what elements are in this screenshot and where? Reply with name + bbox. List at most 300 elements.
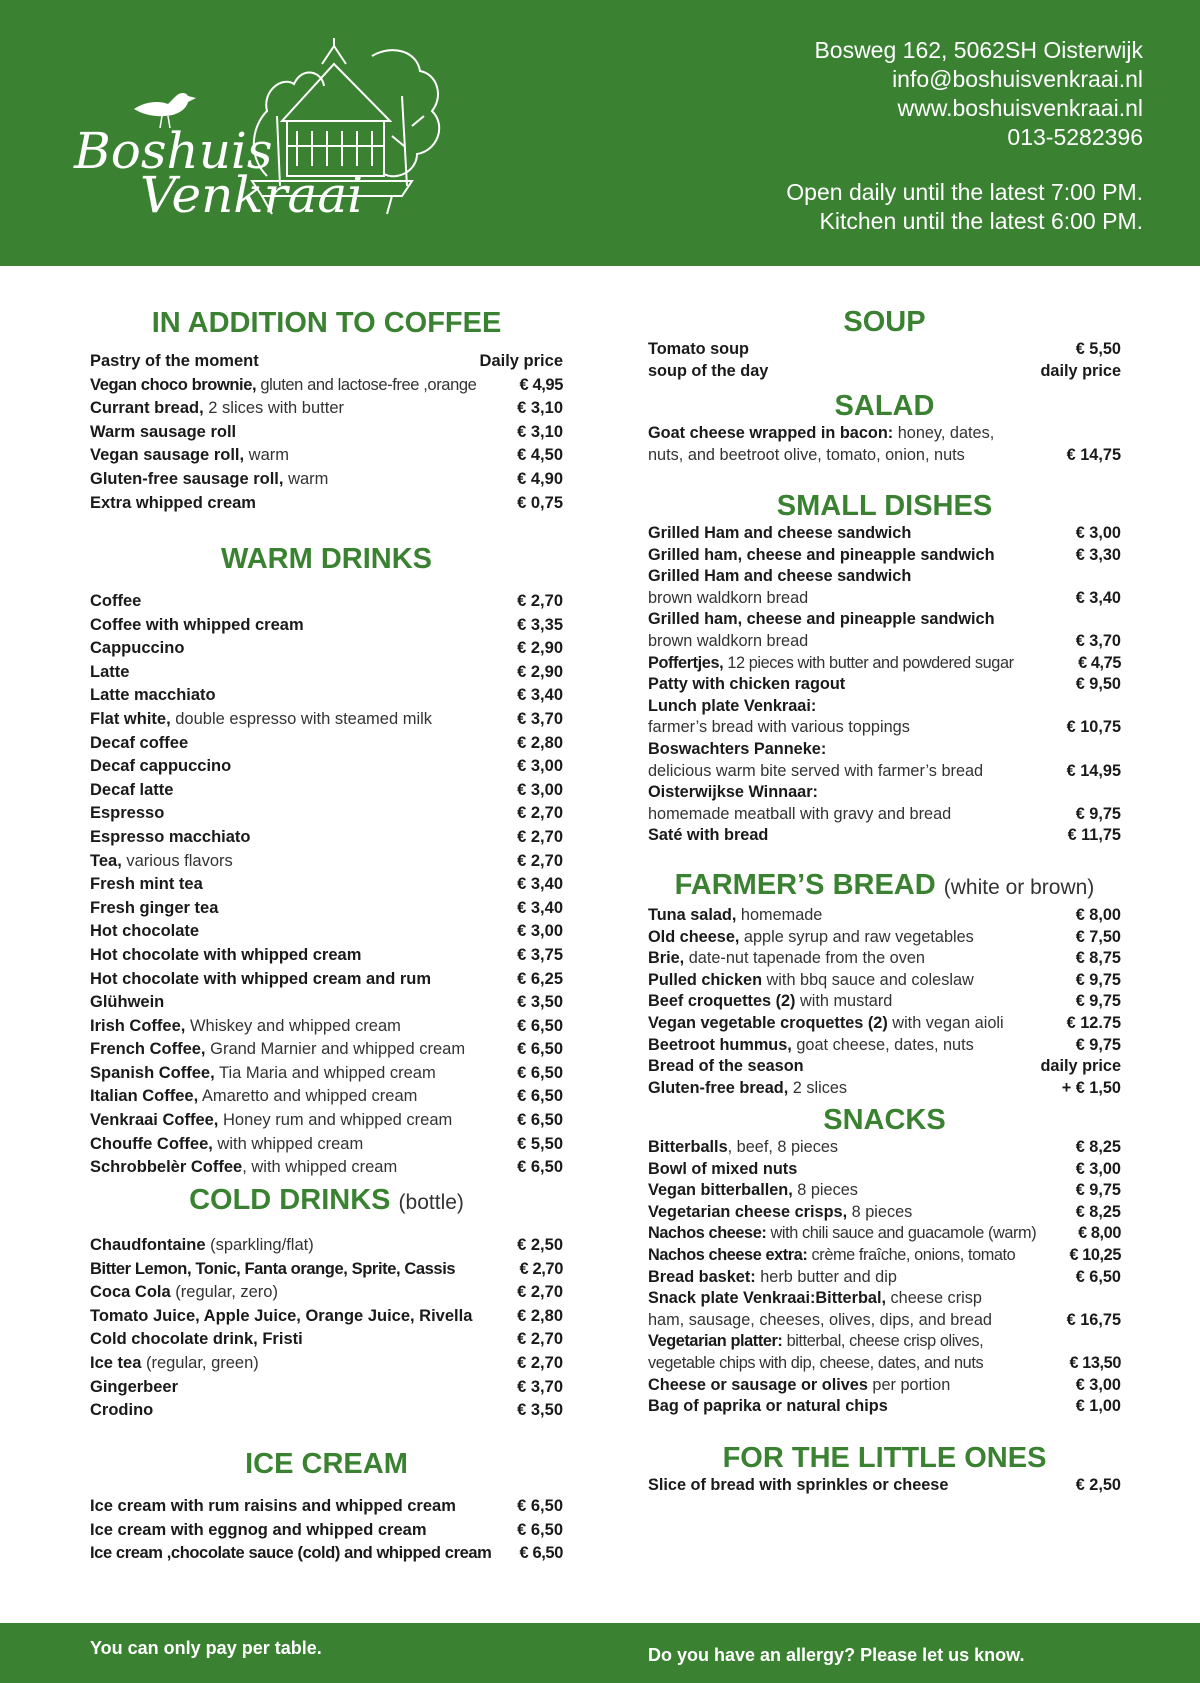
menu-item (90, 1495, 563, 1519)
menu-item-name (90, 1352, 259, 1376)
menu-item (648, 1353, 1121, 1375)
menu-item-description: with bbq sauce and coleslaw (762, 970, 974, 989)
menu-item-description: , beef, 8 pieces (727, 1138, 839, 1156)
menu-item-price: € 2,50 (517, 1236, 563, 1254)
menu-item-price: € 11,75 (1067, 826, 1121, 845)
menu-item-title: Saté with bread (648, 826, 769, 845)
menu-item-price: € 2,70 (517, 804, 563, 823)
footer-banner (0, 1623, 1200, 1683)
menu-item-title: Bag of paprika or natural chips (648, 1397, 888, 1416)
menu-item-title: Decaf cappuccino (90, 757, 232, 776)
menu-item-name (90, 779, 173, 803)
menu-item-price: € 14,95 (1066, 761, 1121, 780)
menu-item (648, 1310, 1121, 1332)
menu-item-name (648, 1180, 858, 1202)
menu-item-name (648, 1396, 888, 1418)
menu-item-price: € 3,00 (517, 757, 563, 776)
menu-item-price: € 3,30 (1075, 545, 1121, 564)
menu-item (648, 1035, 1121, 1057)
menu-item-description: 8 pieces (847, 1202, 913, 1221)
menu-item-title: Oisterwijkse Winnaar: (648, 783, 818, 802)
menu-item-name (648, 423, 994, 445)
menu-item-price: € 8,00 (1078, 1224, 1121, 1243)
allergy-note: Do you have an allergy? Please let us know. (648, 1645, 1025, 1665)
menu-item-price: € 6,50 (517, 1158, 563, 1177)
menu-item-description: goat cheese, dates, nuts (791, 1035, 974, 1054)
menu-item-title: Espresso macchiato (90, 827, 251, 846)
menu-item-price: € 2,80 (517, 1306, 563, 1325)
menu-item-title: Tomato soup (648, 340, 749, 358)
menu-item-title: Ice tea (90, 1353, 142, 1372)
menu-item-price: € 9,75 (1075, 970, 1121, 989)
menu-item-price: € 6,50 (517, 1520, 563, 1539)
menu-item-name (648, 545, 995, 567)
menu-item-price: € 2,70 (517, 1330, 563, 1349)
menu-item (648, 1056, 1121, 1078)
menu-item-price: € 6,50 (1075, 1267, 1121, 1286)
menu-item-price: € 8,00 (1075, 906, 1121, 924)
menu-item-description: cheese crisp (886, 1289, 982, 1308)
menu-item-price: € 3,50 (517, 993, 563, 1012)
menu-item (90, 968, 563, 992)
menu-item-title: Espresso (90, 804, 165, 823)
menu-item-name (90, 944, 361, 968)
menu-item-title: Latte macchiato (90, 686, 216, 705)
menu-item-name (648, 523, 911, 545)
menu-item-name (90, 920, 199, 944)
menu-item (90, 1258, 563, 1282)
menu-item-name (648, 445, 965, 467)
section-soup (648, 305, 1121, 382)
menu-item (90, 421, 563, 445)
menu-item-name (90, 1281, 278, 1305)
section-title: SALAD (834, 390, 935, 422)
menu-item-title: Bowl of mixed nuts (648, 1159, 798, 1178)
menu-item-name (648, 782, 818, 804)
menu-item (648, 1137, 1121, 1159)
menu-item-price: € 6,50 (519, 1544, 563, 1563)
menu-item-price: € 3,35 (517, 615, 563, 634)
menu-item (648, 948, 1121, 970)
menu-item-price: € 13,50 (1069, 1353, 1121, 1372)
menu-item-price: € 6,25 (517, 969, 563, 988)
menu-item-price: € 8,25 (1075, 1138, 1121, 1156)
menu-item-title: Old cheese, (648, 927, 740, 946)
menu-item-name (648, 1288, 982, 1310)
section-title: ICE CREAM (245, 1448, 408, 1480)
menu-item (648, 1245, 1121, 1267)
menu-item-description: delicious warm bite served with farmer’s bread (648, 761, 984, 780)
menu-item-name (90, 1234, 314, 1258)
menu-item-title: Flat white, (90, 709, 171, 728)
menu-item-price: € 2,90 (517, 639, 563, 658)
menu-item-price: € 6,50 (517, 1063, 563, 1082)
menu-item-description: (regular, green) (141, 1353, 259, 1372)
menu-item (648, 991, 1121, 1013)
menu-item-price: € 14,75 (1066, 445, 1121, 464)
menu-item-title: Coffee with whipped cream (90, 615, 304, 634)
menu-item-name (90, 374, 476, 398)
menu-item-title: Cheese or sausage or olives (648, 1375, 868, 1394)
section-salad (648, 389, 1121, 466)
section-title-main: COLD DRINKS (189, 1184, 391, 1216)
menu-item-description: (sparkling/flat) (205, 1236, 314, 1254)
menu-item-description: Honey rum and whipped cream (218, 1111, 453, 1130)
menu-item-price: € 2,80 (517, 733, 563, 752)
menu-item-description: nuts, and beetroot olive, tomato, onion, nuts (648, 445, 965, 464)
menu-item (90, 873, 563, 897)
section-little-ones (648, 1441, 1121, 1497)
website-link[interactable]: www.boshuisvenkraai.nl (897, 95, 1143, 121)
menu-item-name (90, 492, 256, 516)
contact-info (814, 36, 1143, 152)
menu-item-title: Chouffe Coffee, (90, 1134, 213, 1153)
menu-item-title: Fresh ginger tea (90, 898, 219, 917)
menu-item-title: Bitter Lemon, Tonic, Fanta orange, Sprite, Cassis (90, 1259, 456, 1278)
menu-item-price: € 3,70 (517, 1377, 563, 1396)
menu-item-name (90, 897, 218, 921)
logo-word-venkraai: Venkraai (140, 166, 364, 224)
menu-item-title: Venkraai Coffee, (90, 1111, 219, 1130)
menu-item-description: homemade (736, 906, 823, 924)
menu-item-title: Snack plate Venkraai:Bitterbal, (648, 1289, 886, 1308)
pay-note: You can only pay per table. (90, 1638, 322, 1658)
menu-item-price: € 3,00 (517, 922, 563, 941)
section-title-main: FARMER’S BREAD (674, 869, 936, 901)
menu-item-price: € 4,90 (517, 469, 563, 488)
menu-item-name (90, 468, 328, 492)
menu-item-name (648, 1223, 1036, 1245)
menu-item-title: Pastry of the moment (90, 352, 259, 370)
menu-item (648, 523, 1121, 545)
menu-item-price: € 3,00 (1075, 1375, 1121, 1394)
menu-item (90, 779, 563, 803)
menu-item-name (648, 1353, 983, 1375)
menu-item-price: € 3,00 (1075, 1159, 1121, 1178)
menu-item-price: € 5,50 (517, 1134, 563, 1153)
menu-item-name (648, 717, 910, 739)
menu-item-title: Latte (90, 662, 130, 681)
menu-item-title: Grilled Ham and cheese sandwich (648, 567, 912, 586)
section-title: SNACKS (823, 1104, 946, 1136)
menu-item-title: Grilled ham, cheese and pineapple sandwich (648, 545, 995, 564)
menu-item-price: € 6,50 (517, 1087, 563, 1106)
menu-item-description: Whiskey and whipped cream (185, 1016, 401, 1035)
menu-item-name (90, 826, 251, 850)
email-link[interactable]: info@boshuisvenkraai.nl (892, 66, 1143, 92)
menu-item (90, 1062, 563, 1086)
menu-item (90, 397, 563, 421)
menu-item-name (90, 1305, 472, 1329)
menu-item-price: € 6,50 (517, 1111, 563, 1130)
menu-item-price: € 5,50 (1075, 340, 1121, 358)
phone-number[interactable]: 013-5282396 (1007, 124, 1143, 150)
menu-item (648, 1180, 1121, 1202)
menu-item (90, 944, 563, 968)
menu-item (648, 1396, 1121, 1418)
menu-item-name (90, 614, 304, 638)
menu-item (90, 920, 563, 944)
menu-item-title: Fresh mint tea (90, 875, 203, 894)
menu-item (90, 1399, 563, 1423)
menu-item-title: Decaf coffee (90, 733, 189, 752)
menu-item-price: € 3,10 (517, 399, 563, 418)
menu-item (648, 361, 1121, 383)
section-title: WARM DRINKS (220, 543, 433, 575)
menu-item-name (90, 350, 259, 374)
menu-item-price: € 3,00 (517, 780, 563, 799)
menu-item-description: 12 pieces with butter and powdered sugar (723, 653, 1014, 672)
menu-item-description: ham, sausage, cheeses, olives, dips, and bread (648, 1310, 992, 1329)
menu-item-title: Warm sausage roll (90, 422, 237, 441)
menu-item-price: € 2,70 (517, 1353, 563, 1372)
menu-item-title: Boswachters Panneke: (648, 739, 827, 758)
bird-icon (134, 93, 196, 116)
menu-item-name (648, 970, 974, 992)
section-title: FOR THE LITTLE ONES (722, 1442, 1047, 1474)
menu-item-price: € 3,40 (517, 686, 563, 705)
menu-item-name (648, 1310, 992, 1332)
menu-item-title: Vegetarian platter: (648, 1332, 783, 1351)
menu-item-name (648, 609, 995, 631)
menu-item-description: farmer’s bread with various toppings (648, 718, 910, 737)
menu-item-title: Bread basket: (648, 1267, 756, 1286)
menu-item (90, 826, 563, 850)
header-banner (0, 0, 1200, 266)
menu-item-price: € 10,25 (1069, 1245, 1121, 1264)
menu-item-title: soup of the day (648, 361, 769, 380)
menu-item-description: herb butter and dip (755, 1267, 897, 1286)
menu-item (90, 991, 563, 1015)
open-hours: Open daily until the latest 7:00 PM. (786, 179, 1143, 205)
menu-item (90, 1015, 563, 1039)
menu-item-title: Vegan sausage roll, (90, 446, 245, 465)
menu-item-description: , with whipped cream (242, 1158, 398, 1177)
menu-item (90, 897, 563, 921)
menu-item-name (90, 850, 233, 874)
menu-item-price: € 8,25 (1075, 1202, 1121, 1221)
menu-item-name (90, 1133, 363, 1157)
menu-item (648, 674, 1121, 696)
menu-item-name (648, 361, 768, 383)
menu-item (90, 1109, 563, 1133)
menu-item-name (648, 1013, 1004, 1035)
menu-item (648, 1267, 1121, 1289)
menu-item (648, 782, 1121, 804)
menu-item-description: bitterbal, cheese crisp olives, (782, 1332, 984, 1351)
section-warm-drinks (90, 542, 563, 1180)
menu-item-title: Vegan vegetable croquettes (2) (648, 1013, 888, 1032)
menu-item-title: Nachos cheese extra: (648, 1245, 808, 1264)
menu-item-title: Spanish Coffee, (90, 1063, 215, 1082)
menu-item-name (648, 1035, 974, 1057)
menu-item-price: € 3,40 (517, 898, 563, 917)
menu-item-description: Grand Marnier and whipped cream (205, 1040, 466, 1059)
menu-item-title: Gingerbeer (90, 1377, 179, 1396)
menu-item-description: with vegan aioli (887, 1013, 1004, 1032)
menu-item (648, 825, 1121, 847)
menu-item-price: € 3,70 (1075, 631, 1121, 650)
menu-item-price: € 16,75 (1066, 1310, 1121, 1329)
menu-item (648, 1223, 1121, 1245)
section-small-dishes (648, 489, 1121, 847)
menu-item (648, 1159, 1121, 1181)
menu-item-title: Extra whipped cream (90, 493, 256, 512)
menu-item-name (90, 421, 236, 445)
menu-item-description: honey, dates, (893, 424, 995, 442)
menu-item-name (90, 1399, 153, 1423)
menu-item-description: 8 pieces (792, 1181, 858, 1200)
menu-item-price: € 3,40 (1075, 588, 1121, 607)
menu-item-price: € 12.75 (1066, 1013, 1121, 1032)
logo-word-boshuis: Boshuis (74, 122, 273, 180)
menu-item-name (648, 1056, 804, 1078)
menu-item-title: Tea, (90, 851, 122, 870)
menu-item-price: € 4,50 (517, 446, 563, 465)
menu-item-name (648, 1331, 983, 1353)
menu-item-price: € 7,50 (1075, 927, 1121, 946)
menu-item (648, 1375, 1121, 1397)
menu-item-description: per portion (867, 1375, 951, 1394)
menu-item-description: crème fraîche, onions, tomato (807, 1245, 1016, 1264)
menu-item-title: Hot chocolate with whipped cream (90, 945, 362, 964)
menu-item-title: Coca Cola (90, 1283, 171, 1302)
section-title: SMALL DISHES (776, 490, 993, 522)
menu-item-title: French Coffee, (90, 1040, 206, 1059)
menu-item-price: € 2,90 (517, 662, 563, 681)
menu-item (648, 1331, 1121, 1353)
menu-item-description: various flavors (121, 851, 233, 870)
menu-item-name (90, 1156, 397, 1180)
menu-item-description: brown waldkorn bread (648, 588, 809, 607)
menu-item-name (90, 1328, 303, 1352)
menu-item-title: Irish Coffee, (90, 1016, 186, 1035)
menu-item (90, 614, 563, 638)
menu-item-description: apple syrup and raw vegetables (739, 927, 974, 946)
menu-item-name (90, 732, 188, 756)
menu-item (90, 1376, 563, 1400)
menu-item-name (90, 1109, 452, 1133)
menu-item-price: € 2,70 (517, 851, 563, 870)
menu-item-price: € 3,75 (517, 945, 563, 964)
section-title: IN ADDITION TO COFFEE (151, 307, 502, 339)
menu-item-name (648, 825, 768, 847)
menu-item (90, 1085, 563, 1109)
menu-item (90, 708, 563, 732)
menu-item-name (90, 755, 231, 779)
opening-hours (786, 178, 1143, 236)
menu-item-title: Gluten-free sausage roll, (90, 469, 284, 488)
menu-item-title: Coffee (90, 592, 142, 610)
section-cold-drinks (90, 1183, 563, 1423)
menu-item-title: Decaf latte (90, 780, 174, 799)
menu-item-title: Chaudfontaine (90, 1236, 206, 1254)
menu-item (648, 609, 1121, 631)
menu-item-name (90, 1085, 417, 1109)
menu-item (648, 588, 1121, 610)
menu-item-name (648, 1137, 838, 1159)
menu-item-name (648, 588, 808, 610)
menu-item (648, 761, 1121, 783)
menu-item-price: € 2,70 (517, 592, 563, 610)
menu-item (648, 804, 1121, 826)
menu-item-name (648, 1475, 948, 1497)
menu-item-title: Schrobbelèr Coffee (90, 1158, 243, 1177)
menu-item-description: with mustard (795, 992, 893, 1011)
menu-item-name (648, 1159, 797, 1181)
menu-item (90, 1519, 563, 1543)
menu-item-name (90, 991, 164, 1015)
menu-item-price: € 0,75 (517, 493, 563, 512)
menu-item (90, 1305, 563, 1329)
menu-item-title: Brie, (648, 949, 685, 968)
menu-item (648, 739, 1121, 761)
menu-item (648, 1202, 1121, 1224)
section-ice-cream (90, 1447, 563, 1566)
menu-item-name (648, 927, 974, 949)
menu-item-price: € 3,00 (1075, 524, 1121, 542)
menu-item (648, 717, 1121, 739)
menu-item (648, 423, 1121, 445)
menu-item-price: € 4,95 (519, 375, 563, 394)
menu-item (648, 545, 1121, 567)
menu-item-title: Bread of the season (648, 1057, 804, 1076)
menu-item-price: € 2,70 (519, 1259, 563, 1278)
menu-item-title: Grilled Ham and cheese sandwich (648, 524, 912, 542)
menu-item (90, 492, 563, 516)
menu-item-name (90, 444, 289, 468)
section-snacks (648, 1103, 1121, 1418)
menu-item-name (90, 684, 216, 708)
section-title (90, 1183, 563, 1220)
menu-item (90, 1542, 563, 1566)
menu-item-title: Vegan choco brownie, (90, 375, 257, 394)
menu-item-title: Glühwein (90, 993, 165, 1012)
menu-item-description: brown waldkorn bread (648, 631, 809, 650)
menu-item-title: Slice of bread with sprinkles or cheese (648, 1476, 949, 1494)
menu-item-name (90, 1376, 178, 1400)
menu-item-price: Daily price (479, 352, 563, 370)
menu-item-title: Vegan bitterballen, (648, 1181, 793, 1200)
menu-item (90, 1133, 563, 1157)
menu-item (648, 1475, 1121, 1497)
menu-item-price: € 2,70 (517, 827, 563, 846)
menu-item (90, 590, 563, 614)
menu-item-description: (regular, zero) (170, 1283, 278, 1302)
menu-item (90, 1352, 563, 1376)
section-in-addition (90, 306, 563, 515)
menu-item-name (90, 968, 431, 992)
menu-item-name (90, 1258, 455, 1282)
menu-item-name (90, 1062, 436, 1086)
menu-item-name (648, 991, 892, 1013)
menu-item-price: € 6,50 (517, 1040, 563, 1059)
menu-item (90, 1328, 563, 1352)
menu-item (90, 350, 563, 374)
menu-item-description: with whipped cream (212, 1134, 364, 1153)
menu-item (90, 661, 563, 685)
menu-item-title: Bitterballs (648, 1138, 728, 1156)
menu-item (648, 1288, 1121, 1310)
menu-item-price: € 9,75 (1075, 992, 1121, 1011)
menu-item-description: with chili sauce and guacamole (warm) (766, 1224, 1037, 1243)
menu-item-name (90, 397, 344, 421)
menu-item-description: homemade meatball with gravy and bread (648, 804, 952, 823)
menu-item-price: € 2,70 (517, 1283, 563, 1302)
menu-item-title: Grilled ham, cheese and pineapple sandwich (648, 610, 995, 629)
menu-item-price: € 4,75 (1078, 653, 1121, 672)
menu-item-name (648, 804, 951, 826)
